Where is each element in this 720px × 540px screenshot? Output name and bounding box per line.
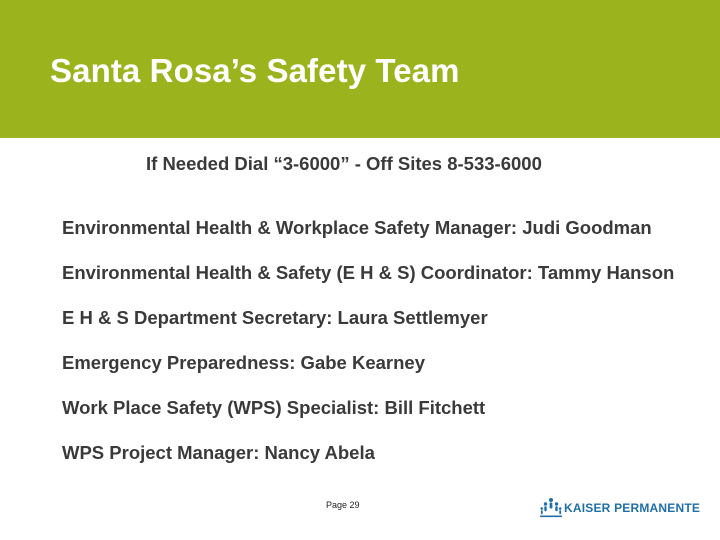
contact-list (62, 217, 720, 487)
contact-emergency-preparedness: Emergency Preparedness: Gabe Kearney (62, 352, 425, 373)
contact-ehs-coordinator: Environmental Health & Safety (E H & S) Coordinator: Tammy Hanson (62, 262, 675, 283)
contact-safety-manager: Environmental Health & Workplace Safety Manager: Judi Goodman (62, 217, 652, 238)
logo-wordmark: KAISER PERMANENTE (564, 501, 701, 515)
contact-wps-specialist: Work Place Safety (WPS) Specialist: Bill Fitchett (62, 397, 486, 418)
kaiser-permanente-figures-icon (540, 497, 562, 519)
dial-instructions: If Needed Dial “3-6000” - Off Sites 8-533-6000 (146, 153, 542, 174)
slide-title: Santa Rosa’s Safety Team (50, 52, 460, 89)
kaiser-permanente-logo (540, 497, 700, 519)
contact-department-secretary: E H & S Department Secretary: Laura Settlemyer (62, 307, 488, 328)
page-number: Page 29 (326, 500, 360, 510)
contact-wps-project-manager: WPS Project Manager: Nancy Abela (62, 442, 375, 463)
